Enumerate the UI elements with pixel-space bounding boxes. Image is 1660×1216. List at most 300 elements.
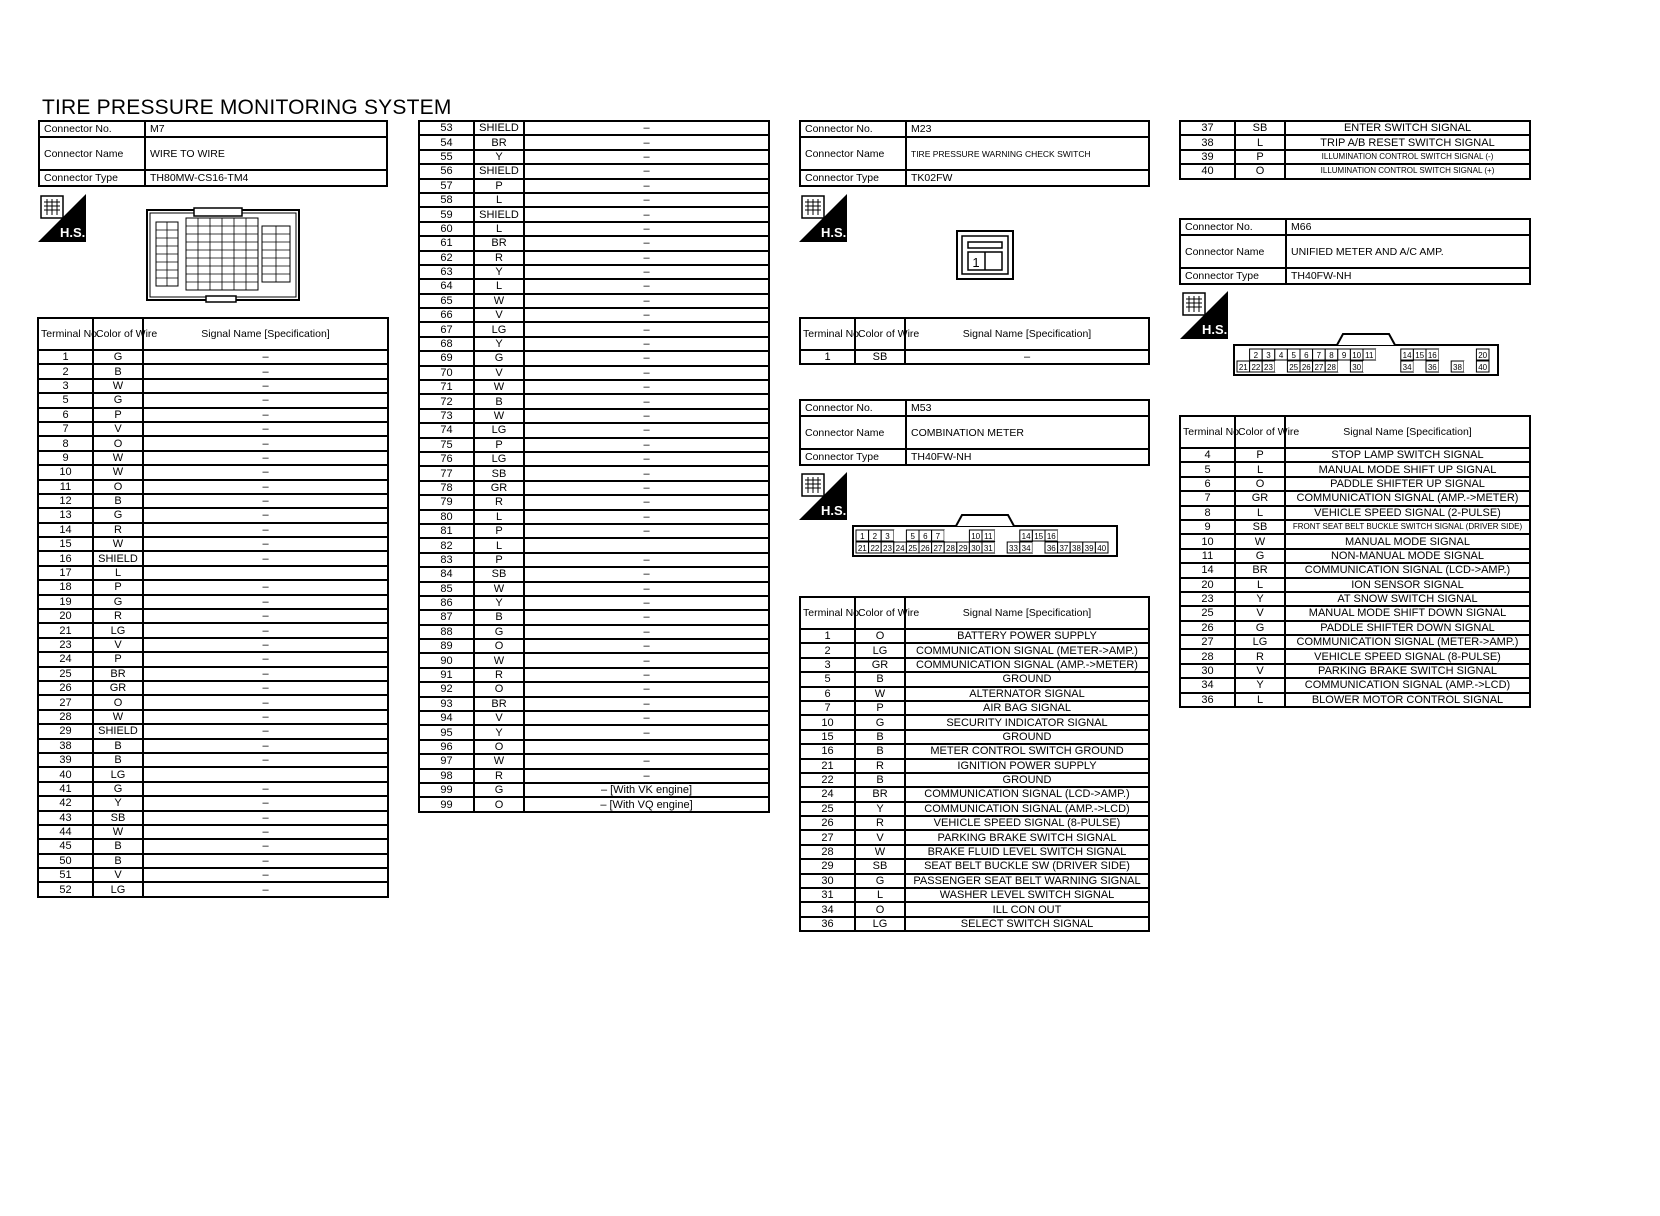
- signal-cell: –: [143, 882, 388, 896]
- table-row: [419, 740, 769, 754]
- signal-cell: –: [524, 121, 769, 135]
- terminal-cell: 7: [800, 701, 855, 715]
- signal-cell: MANUAL MODE SHIFT DOWN SIGNAL: [1285, 606, 1530, 620]
- table-row: [800, 874, 1149, 888]
- connector-pin-label: 24: [895, 544, 905, 553]
- signal-cell: –: [524, 164, 769, 178]
- signal-cell: BATTERY POWER SUPPLY: [905, 629, 1149, 643]
- table-row: [419, 553, 769, 567]
- signal-cell: –: [524, 366, 769, 380]
- signal-cell: ILLUMINATION CONTROL SWITCH SIGNAL (-): [1285, 150, 1530, 164]
- signal-header: Signal Name [Specification]: [905, 318, 1149, 350]
- table-row: [38, 739, 388, 753]
- signal-cell: –: [143, 480, 388, 494]
- table-row: [419, 164, 769, 178]
- wire-color-cell: Y: [855, 802, 905, 816]
- table-row: [1180, 534, 1530, 548]
- wire-color-cell: R: [855, 816, 905, 830]
- terminal-header: Terminal No.: [1180, 416, 1235, 448]
- wire-color-cell: SHIELD: [474, 164, 524, 178]
- signal-cell: –: [143, 580, 388, 594]
- wire-color-cell: L: [474, 279, 524, 293]
- table-row: [800, 744, 1149, 758]
- table-row: [1180, 164, 1530, 178]
- terminal-cell: 89: [419, 639, 474, 653]
- wire-color-cell: BR: [855, 787, 905, 801]
- connector-pin-label: 6: [923, 532, 928, 541]
- terminal-cell: 62: [419, 251, 474, 265]
- table-row: [1180, 693, 1530, 707]
- table-row: [419, 135, 769, 149]
- table-row: [38, 839, 388, 853]
- connector-pin: [1464, 361, 1477, 372]
- wire-color-cell: V: [1235, 606, 1285, 620]
- connector-pin-label: 10: [971, 532, 981, 541]
- connector-pin-label: 30: [971, 544, 981, 553]
- terminal-cell: 16: [38, 551, 93, 565]
- table-row: [38, 811, 388, 825]
- wire-color-cell: L: [474, 193, 524, 207]
- wire-color-cell: O: [1235, 164, 1285, 178]
- signal-cell: –: [524, 294, 769, 308]
- table-row: [419, 222, 769, 236]
- connector-pin-label: 31: [983, 544, 993, 553]
- connector-pin-label: 39: [1084, 544, 1094, 553]
- table-row: [419, 582, 769, 596]
- wire-color-cell: Y: [93, 796, 143, 810]
- wire-color-cell: G: [93, 782, 143, 796]
- terminal-header: Terminal No.: [800, 318, 855, 350]
- table-row: [419, 682, 769, 696]
- wire-color-cell: SB: [1235, 520, 1285, 534]
- table-row: [1180, 520, 1530, 534]
- m7-connector-diagram: [146, 208, 300, 304]
- wire-color-cell: LG: [474, 423, 524, 437]
- signal-cell: –: [905, 350, 1149, 364]
- terminal-cell: 96: [419, 740, 474, 754]
- signal-cell: –: [524, 668, 769, 682]
- terminal-cell: 31: [800, 888, 855, 902]
- connector-pin-label: 37: [1059, 544, 1069, 553]
- connector-pin: [1363, 361, 1376, 372]
- table-row: [38, 408, 388, 422]
- terminal-cell: 6: [800, 687, 855, 701]
- wire-color-cell: SHIELD: [474, 121, 524, 135]
- table-row: [800, 888, 1149, 902]
- wire-color-cell: SB: [474, 567, 524, 581]
- terminal-cell: 86: [419, 596, 474, 610]
- terminal-cell: 10: [1180, 534, 1235, 548]
- signal-cell: COMMUNICATION SIGNAL (METER->AMP.): [1285, 635, 1530, 649]
- wire-color-cell: SB: [855, 859, 905, 873]
- table-row: [419, 193, 769, 207]
- table-row: [38, 537, 388, 551]
- color-header: Color of Wire: [855, 318, 905, 350]
- table-row: [419, 207, 769, 221]
- signal-header: Signal Name [Specification]: [905, 597, 1149, 629]
- wire-color-cell: O: [474, 682, 524, 696]
- signal-cell: –: [143, 638, 388, 652]
- terminal-cell: 15: [800, 730, 855, 744]
- connector-pin-label: 3: [885, 532, 890, 541]
- terminal-cell: 92: [419, 682, 474, 696]
- terminal-cell: 53: [419, 121, 474, 135]
- signal-cell: [143, 767, 388, 781]
- page-title: TIRE PRESSURE MONITORING SYSTEM: [42, 96, 452, 119]
- connector-pin: [894, 530, 907, 541]
- signal-cell: –: [524, 625, 769, 639]
- terminal-cell: 81: [419, 524, 474, 538]
- wire-color-cell: W: [474, 653, 524, 667]
- signal-cell: –: [524, 337, 769, 351]
- terminal-cell: 37: [1180, 121, 1235, 135]
- connector-pin: [1439, 361, 1452, 372]
- connector-pin-label: 9: [1341, 351, 1347, 360]
- table-row: [38, 667, 388, 681]
- terminal-cell: 78: [419, 481, 474, 495]
- terminal-cell: 10: [38, 465, 93, 479]
- wire-color-cell: R: [474, 769, 524, 783]
- terminal-cell: 60: [419, 222, 474, 236]
- signal-cell: COMMUNICATION SIGNAL (METER->AMP.): [905, 643, 1149, 657]
- table-row: [38, 753, 388, 767]
- wire-color-cell: W: [474, 409, 524, 423]
- signal-cell: COMMUNICATION SIGNAL (AMP.->LCD): [905, 802, 1149, 816]
- wire-color-cell: P: [1235, 448, 1285, 462]
- wire-color-cell: G: [1235, 621, 1285, 635]
- color-header: Color of Wire: [855, 597, 905, 629]
- table-row: [1180, 121, 1530, 135]
- signal-cell: BLOWER MOTOR CONTROL SIGNAL: [1285, 693, 1530, 707]
- table-row: [38, 580, 388, 594]
- terminal-cell: 57: [419, 179, 474, 193]
- table-row: [38, 566, 388, 580]
- terminal-cell: 27: [38, 695, 93, 709]
- connector-pin-label: 36: [1427, 363, 1437, 372]
- terminal-cell: 2: [800, 643, 855, 657]
- terminal-cell: 8: [38, 436, 93, 450]
- conn-name-label: Connector Name: [39, 137, 145, 170]
- table-row: [800, 658, 1149, 672]
- terminal-cell: 87: [419, 610, 474, 624]
- table-row: [419, 294, 769, 308]
- wire-color-cell: P: [93, 408, 143, 422]
- terminal-cell: 15: [38, 537, 93, 551]
- wire-color-cell: P: [474, 553, 524, 567]
- connector-pin-label: 8: [1329, 351, 1334, 360]
- terminal-cell: 98: [419, 769, 474, 783]
- wire-color-cell: P: [93, 580, 143, 594]
- terminal-cell: 4: [1180, 448, 1235, 462]
- table-row: [419, 639, 769, 653]
- m66-terminal-table: [1179, 415, 1531, 708]
- table-row: [419, 466, 769, 480]
- terminal-cell: 38: [1180, 135, 1235, 149]
- conn-type-label: Connector Type: [1180, 268, 1286, 284]
- wire-color-cell: P: [474, 179, 524, 193]
- terminal-cell: 11: [38, 480, 93, 494]
- wire-color-cell: Y: [1235, 678, 1285, 692]
- table-row: [419, 265, 769, 279]
- table-row: [1180, 592, 1530, 606]
- table-row: [419, 797, 769, 811]
- wire-color-cell: LG: [93, 882, 143, 896]
- terminal-cell: 73: [419, 409, 474, 423]
- color-header: Color of Wire: [1235, 416, 1285, 448]
- connector-pin: [995, 530, 1008, 541]
- connector-pin: [1032, 542, 1045, 553]
- wire-color-cell: L: [93, 566, 143, 580]
- signal-cell: METER CONTROL SWITCH GROUND: [905, 744, 1149, 758]
- connector-pin-label: 34: [1021, 544, 1031, 553]
- connector-pin-label: 23: [883, 544, 892, 553]
- connector-pin: [1083, 530, 1096, 541]
- signal-cell: GROUND: [905, 730, 1149, 744]
- wire-color-cell: W: [474, 380, 524, 394]
- m66-conn-no: M66: [1286, 219, 1530, 235]
- signal-cell: ILL CON OUT: [905, 902, 1149, 916]
- table-row: [800, 830, 1149, 844]
- wire-color-cell: L: [474, 538, 524, 552]
- wire-color-cell: SHIELD: [93, 724, 143, 738]
- wire-color-cell: GR: [474, 481, 524, 495]
- m53-conn-name: COMBINATION METER: [906, 416, 1149, 449]
- table-row: [419, 769, 769, 783]
- terminal-cell: 77: [419, 466, 474, 480]
- connector-pin: [944, 530, 957, 541]
- connector-pin: [1237, 349, 1250, 360]
- wire-color-cell: O: [474, 639, 524, 653]
- wire-color-cell: R: [474, 251, 524, 265]
- m53-connector-info: [799, 399, 1150, 466]
- table-row: [38, 523, 388, 537]
- connector-pin-label: 28: [1327, 363, 1336, 372]
- signal-cell: –: [143, 523, 388, 537]
- table-row: [38, 480, 388, 494]
- wire-color-cell: L: [474, 510, 524, 524]
- table-row: [419, 481, 769, 495]
- wire-color-cell: W: [93, 451, 143, 465]
- wire-color-cell: W: [93, 710, 143, 724]
- signal-cell: –: [143, 681, 388, 695]
- wire-color-cell: SB: [855, 350, 905, 364]
- terminal-cell: 6: [1180, 477, 1235, 491]
- signal-cell: –: [143, 753, 388, 767]
- wire-color-cell: R: [855, 759, 905, 773]
- terminal-cell: 24: [38, 652, 93, 666]
- wire-color-cell: Y: [474, 337, 524, 351]
- signal-cell: –: [524, 251, 769, 265]
- terminal-cell: 20: [1180, 578, 1235, 592]
- signal-cell: PASSENGER SEAT BELT WARNING SIGNAL: [905, 874, 1149, 888]
- connector-pin-label: 21: [1238, 363, 1248, 372]
- wire-color-cell: BR: [474, 135, 524, 149]
- m53-conn-type: TH40FW-NH: [906, 449, 1149, 465]
- terminal-cell: 20: [38, 609, 93, 623]
- table-row: [38, 782, 388, 796]
- signal-cell: –: [524, 265, 769, 279]
- wire-color-cell: B: [855, 744, 905, 758]
- terminal-cell: 67: [419, 322, 474, 336]
- signal-cell: –: [524, 524, 769, 538]
- table-row: [419, 610, 769, 624]
- table-row: [800, 643, 1149, 657]
- m7-conn-type: TH80MW-CS16-TM4: [145, 170, 387, 186]
- table-row: [1180, 150, 1530, 164]
- connector-pin: [1070, 530, 1083, 541]
- table-row: [38, 695, 388, 709]
- m66-conn-name: UNIFIED METER AND A/C AMP.: [1286, 235, 1530, 268]
- terminal-cell: 23: [1180, 592, 1235, 606]
- terminal-cell: 7: [1180, 491, 1235, 505]
- wire-color-cell: V: [93, 868, 143, 882]
- wire-color-cell: GR: [1235, 491, 1285, 505]
- signal-cell: SELECT SWITCH SIGNAL: [905, 917, 1149, 931]
- signal-cell: [524, 538, 769, 552]
- connector-pin-label: 27: [933, 544, 943, 553]
- wire-color-cell: G: [93, 350, 143, 364]
- wire-color-cell: B: [93, 839, 143, 853]
- conn-no-label: Connector No.: [39, 121, 145, 137]
- signal-cell: –: [143, 393, 388, 407]
- wire-color-cell: G: [93, 393, 143, 407]
- wire-color-cell: V: [93, 422, 143, 436]
- m66-connector-info: [1179, 218, 1531, 285]
- terminal-cell: 43: [38, 811, 93, 825]
- table-row: [419, 380, 769, 394]
- terminal-cell: 95: [419, 725, 474, 739]
- signal-cell: AIR BAG SIGNAL: [905, 701, 1149, 715]
- signal-cell: VEHICLE SPEED SIGNAL (2-PULSE): [1285, 506, 1530, 520]
- signal-cell: –: [143, 379, 388, 393]
- wire-color-cell: R: [474, 495, 524, 509]
- signal-cell: COMMUNICATION SIGNAL (LCD->AMP.): [905, 787, 1149, 801]
- table-row: [1180, 649, 1530, 663]
- table-row: [38, 854, 388, 868]
- wire-color-cell: W: [474, 294, 524, 308]
- connector-pin: [1388, 361, 1401, 372]
- wire-color-cell: B: [855, 730, 905, 744]
- connector-pin-label: 7: [1316, 351, 1322, 360]
- connector-pin-label: 16: [1046, 532, 1056, 541]
- terminal-cell: 94: [419, 711, 474, 725]
- wire-color-cell: W: [93, 465, 143, 479]
- table-row: [38, 465, 388, 479]
- wire-color-cell: R: [93, 523, 143, 537]
- terminal-cell: 59: [419, 207, 474, 221]
- wire-color-cell: V: [474, 711, 524, 725]
- terminal-cell: 18: [38, 580, 93, 594]
- wire-color-cell: B: [855, 773, 905, 787]
- wire-color-cell: BR: [474, 236, 524, 250]
- wire-color-cell: BR: [474, 697, 524, 711]
- wire-color-cell: B: [93, 494, 143, 508]
- wire-color-cell: W: [93, 379, 143, 393]
- connector-pin-label: 25: [1289, 363, 1299, 372]
- terminal-cell: 1: [800, 629, 855, 643]
- terminal-cell: 25: [38, 667, 93, 681]
- signal-cell: –: [524, 179, 769, 193]
- table-row: [1180, 135, 1530, 149]
- m7-conn-no: M7: [145, 121, 387, 137]
- connector-pin: [1464, 349, 1477, 360]
- signal-cell: –: [524, 582, 769, 596]
- terminal-cell: 34: [800, 902, 855, 916]
- table-row: [38, 364, 388, 378]
- wire-color-cell: G: [855, 874, 905, 888]
- terminal-header: Terminal No.: [800, 597, 855, 629]
- connector-pin-label: 22: [870, 544, 880, 553]
- signal-cell: –: [524, 207, 769, 221]
- terminal-cell: 17: [38, 566, 93, 580]
- wire-color-cell: GR: [855, 658, 905, 672]
- connector-pin-label: 11: [1365, 351, 1374, 360]
- wire-color-cell: SHIELD: [93, 551, 143, 565]
- signal-cell: MANUAL MODE SHIFT UP SIGNAL: [1285, 462, 1530, 476]
- signal-cell: –: [524, 150, 769, 164]
- signal-cell: ILLUMINATION CONTROL SWITCH SIGNAL (+): [1285, 164, 1530, 178]
- signal-cell: –: [524, 639, 769, 653]
- signal-cell: WASHER LEVEL SWITCH SIGNAL: [905, 888, 1149, 902]
- signal-cell: –: [143, 782, 388, 796]
- signal-cell: –: [524, 394, 769, 408]
- table-row: [1180, 563, 1530, 577]
- table-row: [1180, 491, 1530, 505]
- signal-cell: –: [524, 567, 769, 581]
- signal-cell: –: [524, 452, 769, 466]
- signal-cell: PARKING BRAKE SWITCH SIGNAL: [905, 830, 1149, 844]
- signal-cell: –: [524, 697, 769, 711]
- terminal-cell: 1: [38, 350, 93, 364]
- wire-color-cell: G: [474, 783, 524, 797]
- signal-cell: –: [524, 553, 769, 567]
- signal-cell: –: [143, 508, 388, 522]
- table-row: [38, 551, 388, 565]
- signal-cell: –: [143, 595, 388, 609]
- terminal-cell: 54: [419, 135, 474, 149]
- terminal-cell: 34: [1180, 678, 1235, 692]
- terminal-cell: 51: [38, 868, 93, 882]
- signal-header: Signal Name [Specification]: [1285, 416, 1530, 448]
- terminal-cell: 6: [38, 408, 93, 422]
- m53-conn-no: M53: [906, 400, 1149, 416]
- wire-color-cell: L: [1235, 462, 1285, 476]
- signal-header: Signal Name [Specification]: [143, 318, 388, 350]
- signal-cell: – [With VQ engine]: [524, 797, 769, 811]
- connector-pin-label: 36: [1046, 544, 1056, 553]
- signal-cell: –: [143, 364, 388, 378]
- connector-pin-label: 5: [910, 532, 915, 541]
- wire-color-cell: GR: [93, 681, 143, 695]
- wire-color-cell: SB: [1235, 121, 1285, 135]
- table-row: [38, 825, 388, 839]
- terminal-cell: 91: [419, 668, 474, 682]
- table-row: [800, 672, 1149, 686]
- wire-color-cell: B: [93, 753, 143, 767]
- wire-color-cell: O: [474, 740, 524, 754]
- signal-cell: –: [524, 769, 769, 783]
- connector-pin-label: 40: [1478, 363, 1488, 372]
- table-row: [800, 802, 1149, 816]
- signal-cell: –: [143, 868, 388, 882]
- conn-type-label: Connector Type: [800, 449, 906, 465]
- wire-color-cell: L: [1235, 135, 1285, 149]
- terminal-cell: 45: [38, 839, 93, 853]
- terminal-cell: 69: [419, 351, 474, 365]
- table-row: [38, 451, 388, 465]
- signal-cell: –: [143, 609, 388, 623]
- harness-side-icon: [799, 472, 847, 520]
